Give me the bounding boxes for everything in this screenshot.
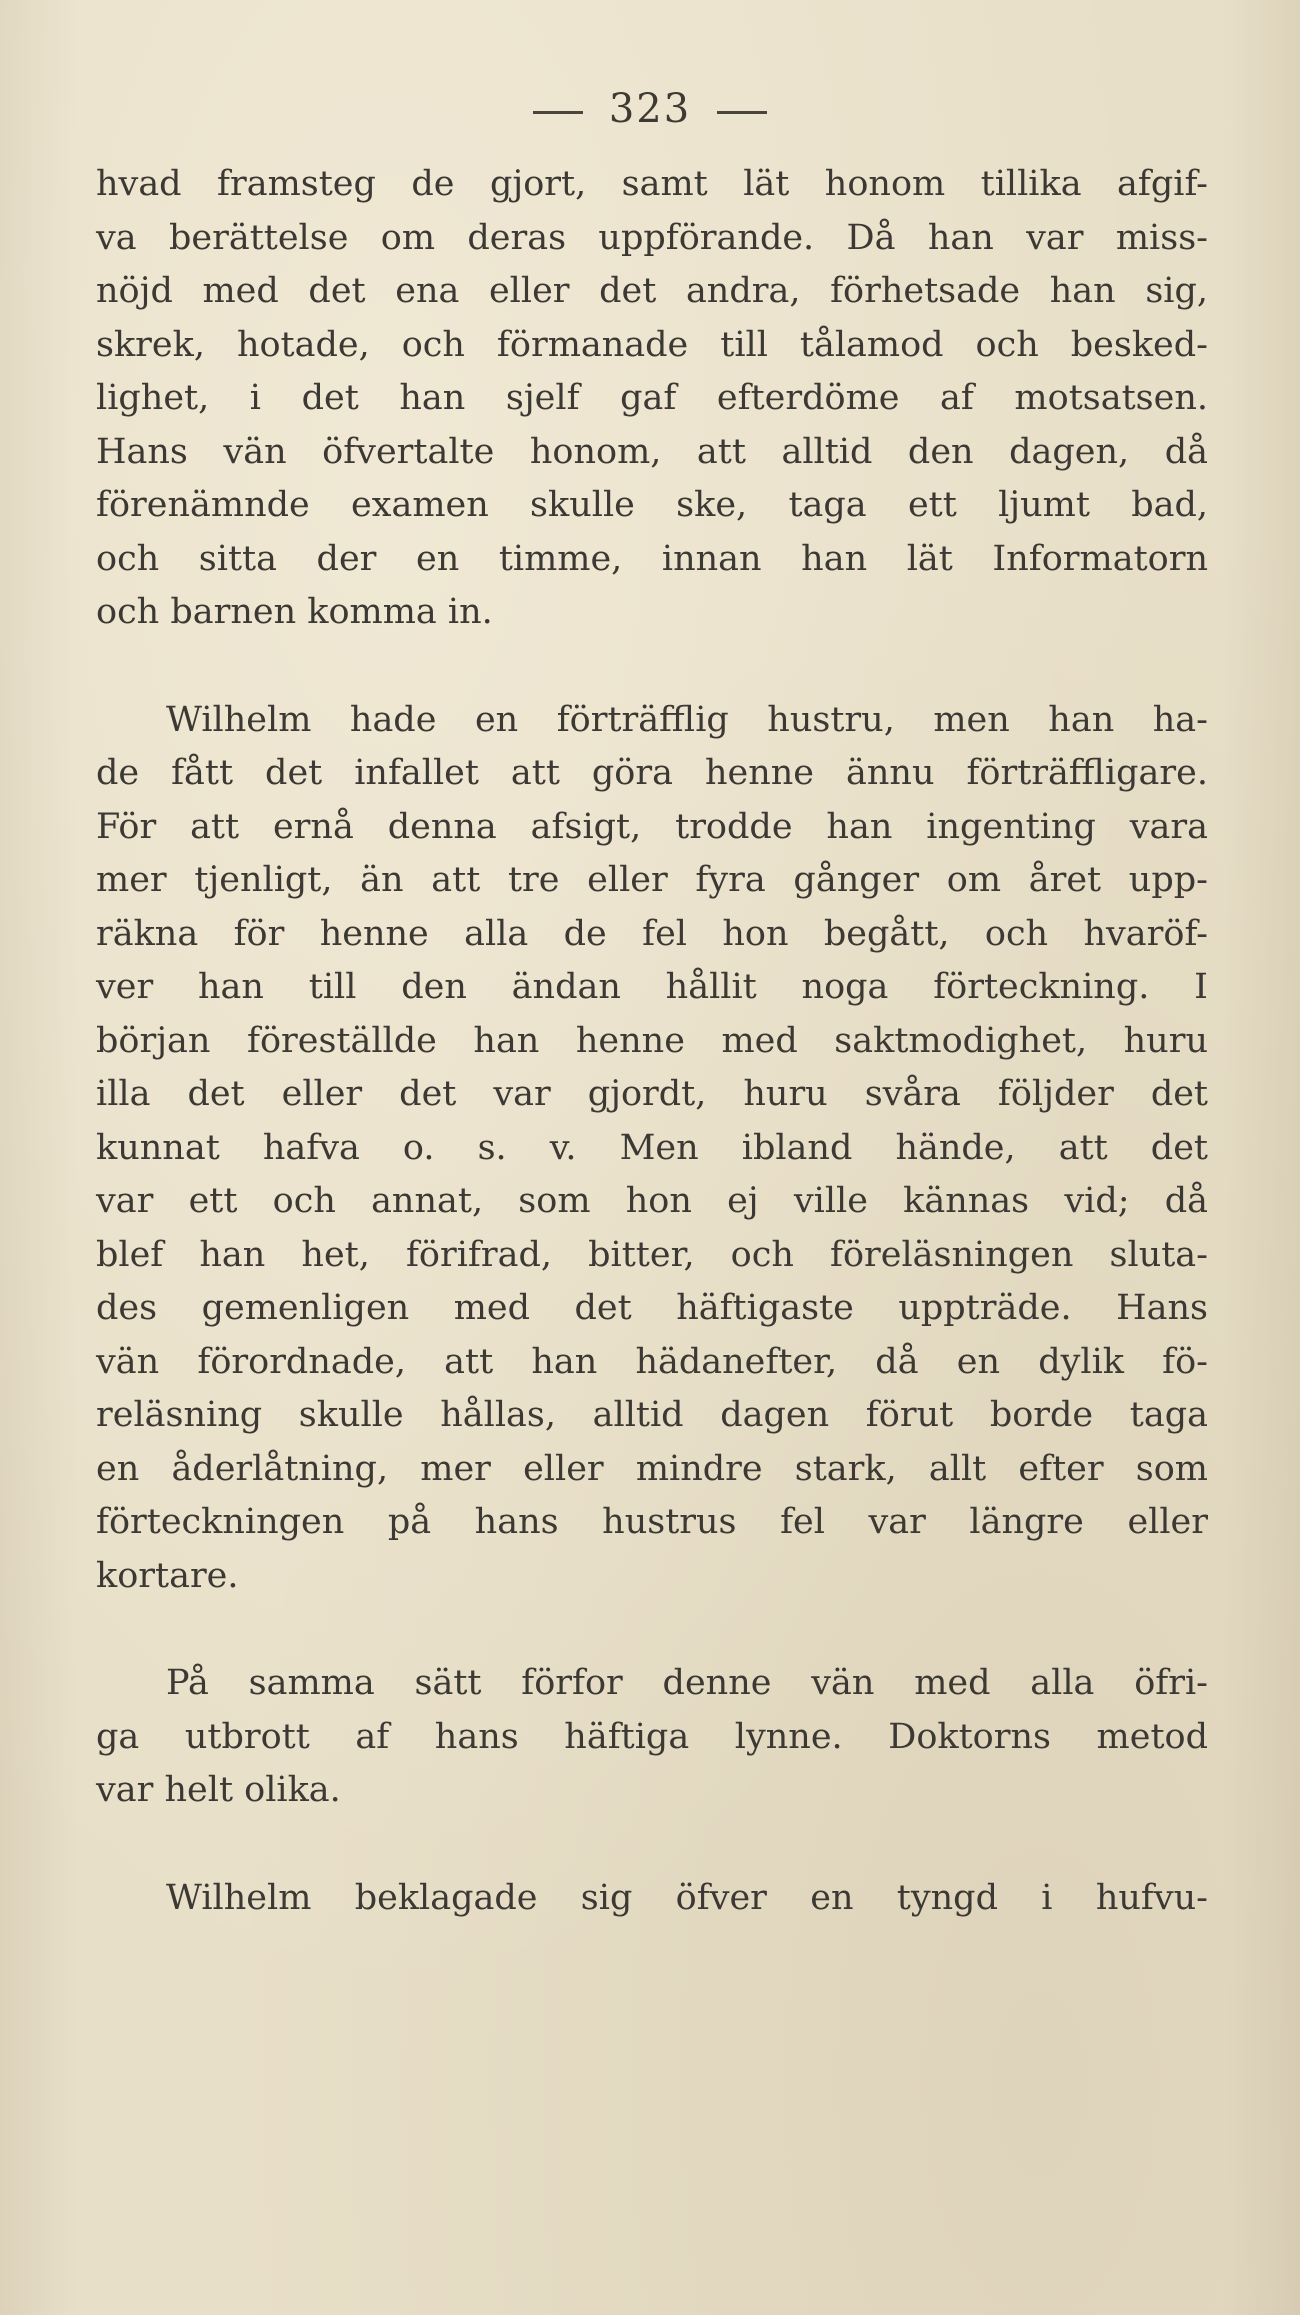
- text-line: och barnen komma in.: [96, 592, 493, 632]
- page-number: 323: [608, 86, 692, 132]
- page-header: [0, 86, 1300, 132]
- text-line: Wilhelm hade en förträfflig hustru, men han ha-: [166, 699, 1208, 740]
- text-line: des gemenligen med det häftigaste uppträde. Hans: [96, 1288, 1208, 1328]
- paragraph-2: [96, 694, 1208, 1604]
- text-line: Wilhelm beklagade sig öfver en tyngd i hufvu-: [166, 1877, 1208, 1918]
- text-line: förenämnde examen skulle ske, taga ett ljumt bad,: [96, 485, 1208, 525]
- text-line: illa det eller det var gjordt, huru svåra följder det: [96, 1074, 1208, 1114]
- text-line: var ett och annat, som hon ej ville kännas vid; då: [96, 1181, 1208, 1221]
- text-line: vän förordnade, att han hädanefter, då en dylik fö-: [96, 1341, 1208, 1382]
- text-line: Hans vän öfvertalte honom, att alltid den dagen, då: [96, 431, 1208, 472]
- paragraph-gap: [96, 1603, 1208, 1657]
- text-line: va berättelse om deras uppförande. Då han var miss-: [96, 217, 1208, 258]
- text-line: kortare.: [96, 1555, 239, 1596]
- text-line: en åderlåtning, mer eller mindre stark, allt efter som: [96, 1448, 1208, 1489]
- text-line: kunnat hafva o. s. v. Men ibland hände, att det: [96, 1127, 1208, 1168]
- paragraph-gap: [96, 640, 1208, 694]
- text-line: mer tjenligt, än att tre eller fyra gånger om året upp-: [96, 860, 1208, 900]
- body-text: [96, 158, 1208, 1925]
- text-line: skrek, hotade, och förmanade till tålamod och besked-: [96, 324, 1208, 365]
- text-line: och sitta der en timme, innan han lät Informatorn: [96, 538, 1208, 579]
- text-line: ga utbrott af hans häftiga lynne. Doktorns metod: [96, 1716, 1208, 1757]
- text-line: början föreställde han henne med saktmodighet, huru: [96, 1020, 1208, 1061]
- text-line: förteckningen på hans hustrus fel var längre eller: [96, 1502, 1208, 1542]
- header-dash-right: [717, 111, 767, 114]
- text-line: nöjd med det ena eller det andra, förhetsade han sig,: [96, 271, 1208, 311]
- text-line: För att ernå denna afsigt, trodde han ingenting vara: [96, 806, 1208, 847]
- text-line: hvad framsteg de gjort, samt lät honom tillika afgif-: [96, 164, 1208, 204]
- text-line: blef han het, förifrad, bitter, och föreläsningen sluta-: [96, 1234, 1208, 1275]
- paragraph-4: [96, 1872, 1208, 1926]
- text-line: reläsning skulle hållas, alltid dagen förut borde taga: [96, 1395, 1208, 1435]
- paragraph-3: [96, 1657, 1208, 1818]
- text-line: de fått det infallet att göra henne ännu förträffligare.: [96, 753, 1208, 793]
- header-dash-left: [533, 111, 583, 114]
- paragraph-gap: [96, 1818, 1208, 1872]
- paragraph-1: [96, 158, 1208, 640]
- text-line: På samma sätt förfor denne vän med alla öfri-: [166, 1663, 1208, 1703]
- text-line: ver han till den ändan hållit noga förteckning. I: [96, 967, 1208, 1007]
- text-line: räkna för henne alla de fel hon begått, och hvaröf-: [96, 913, 1208, 954]
- text-line: var helt olika.: [96, 1770, 341, 1810]
- text-line: lighet, i det han sjelf gaf efterdöme af motsatsen.: [96, 378, 1208, 418]
